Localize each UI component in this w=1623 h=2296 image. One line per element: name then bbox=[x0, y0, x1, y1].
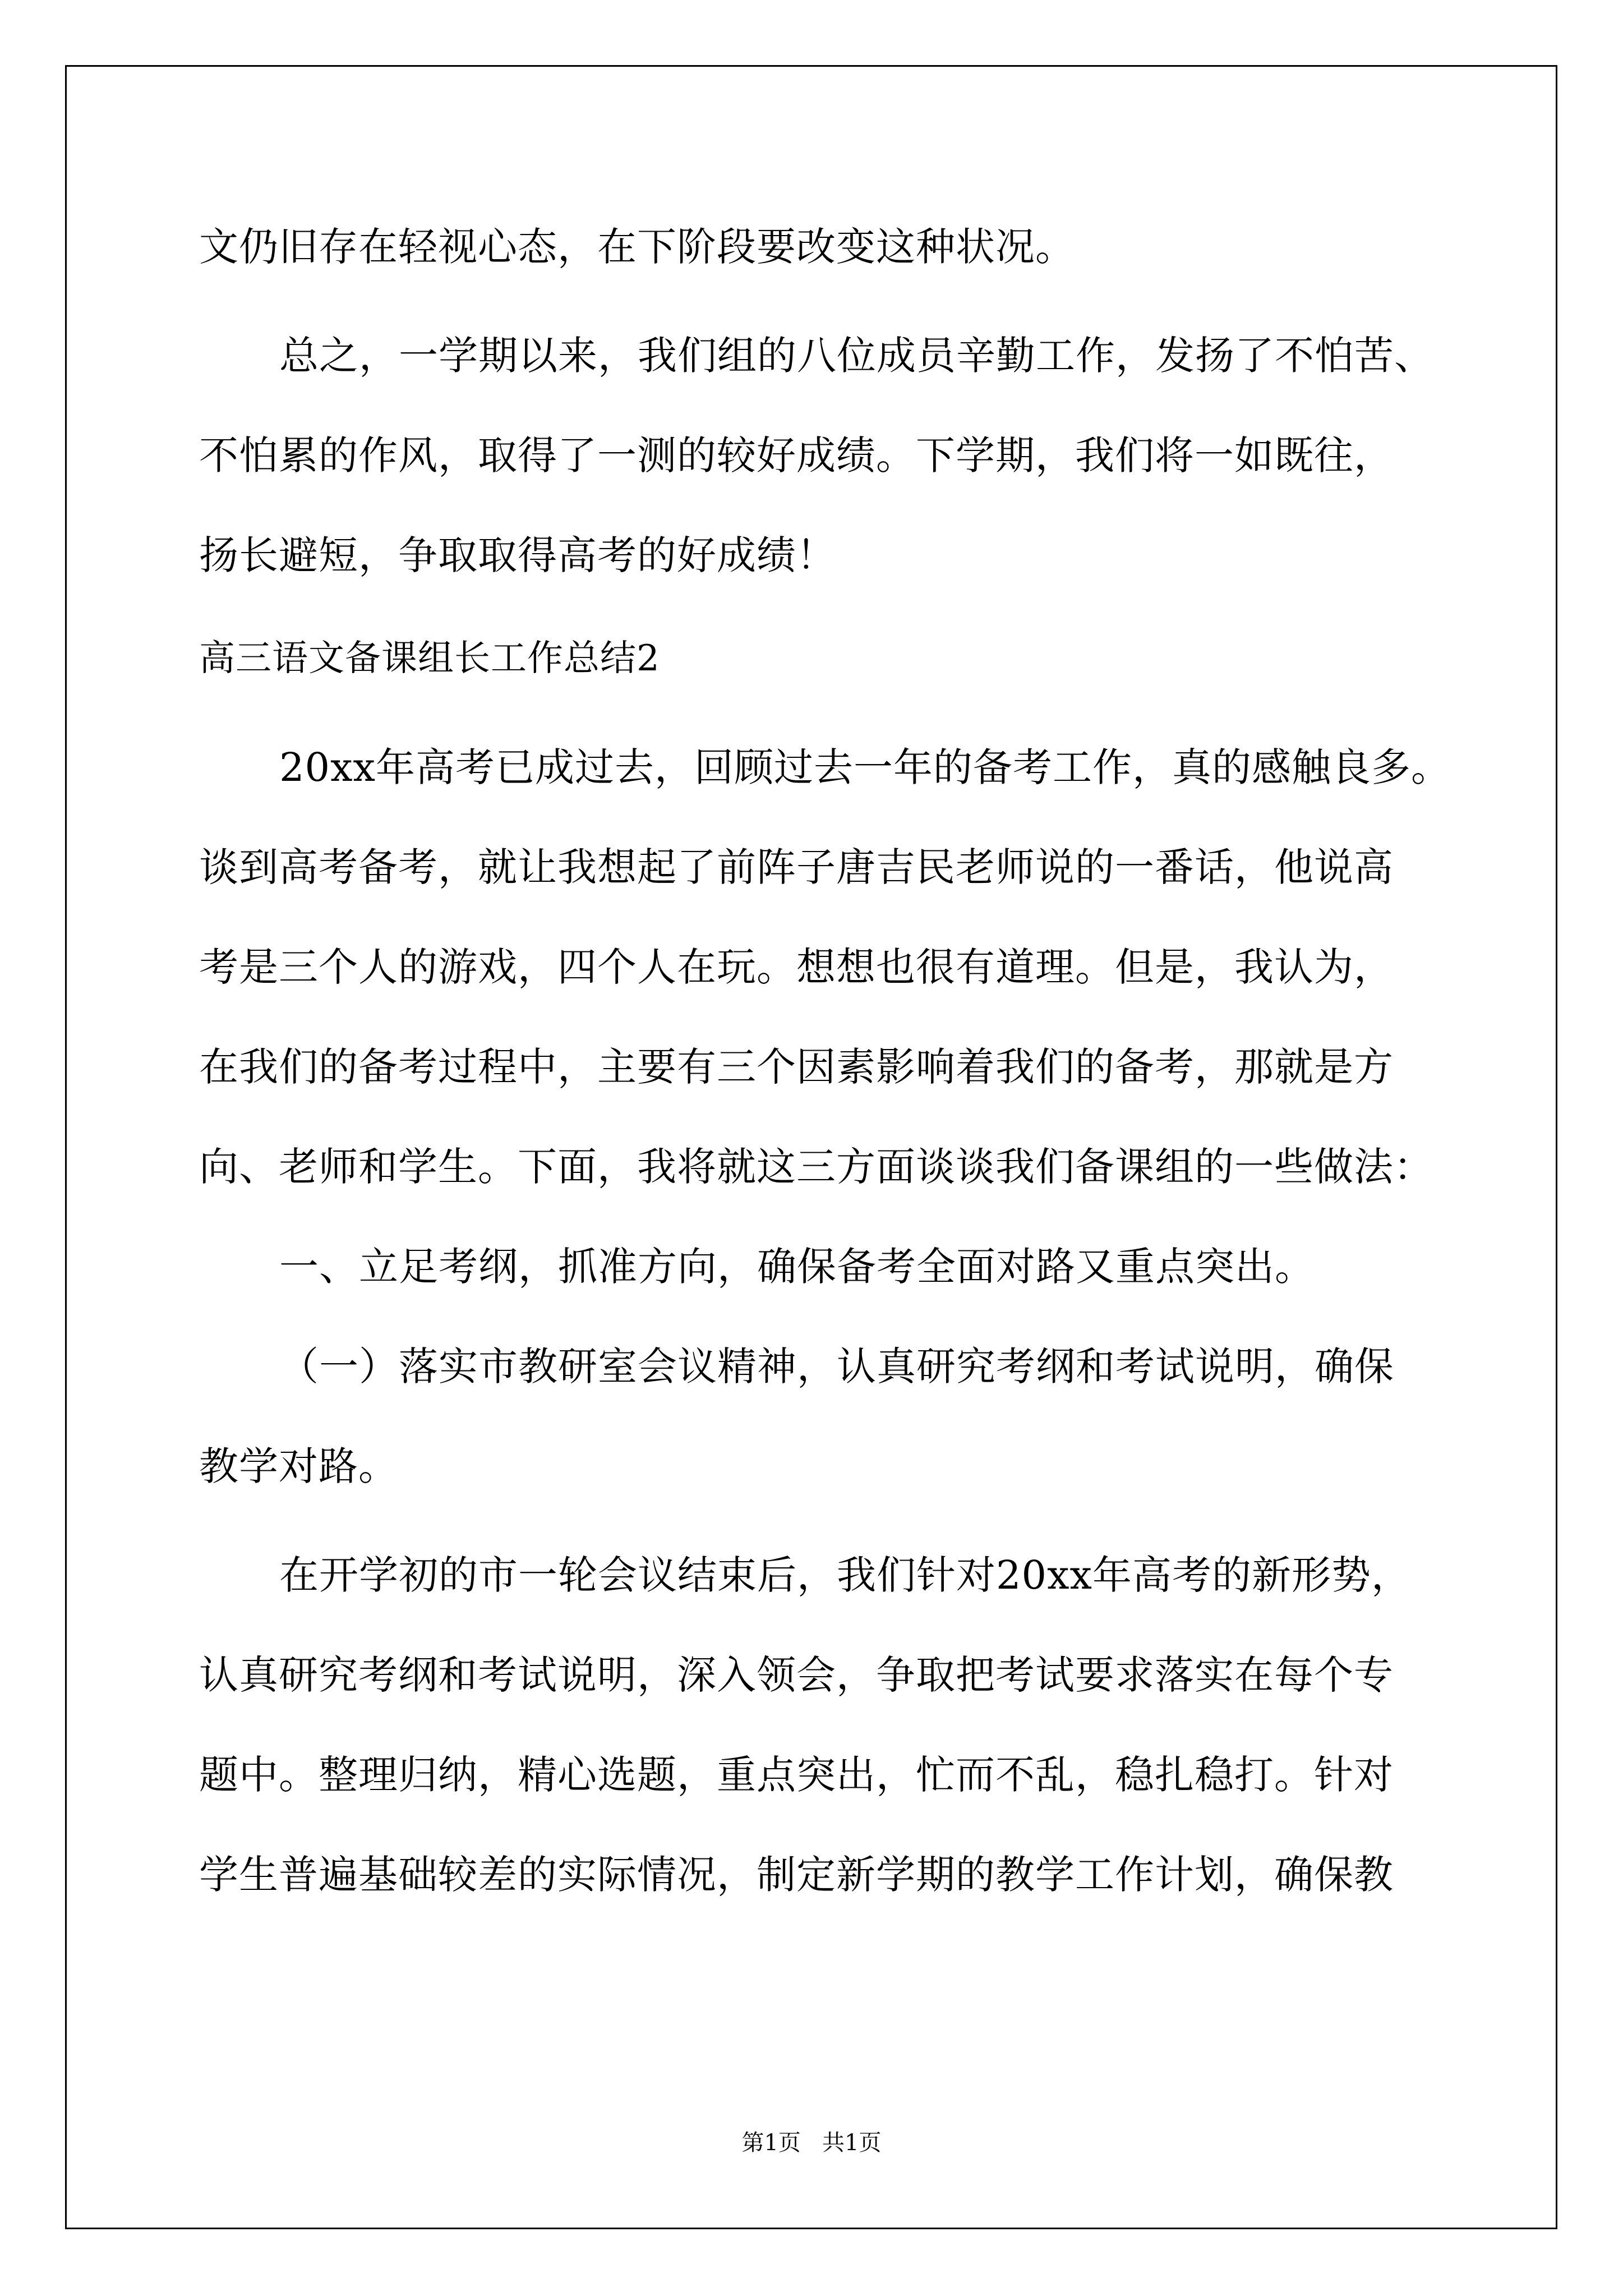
section-heading: 高三语文备课组长工作总结2 bbox=[199, 638, 660, 679]
paragraph-start: 在开学初的市一轮会议结束后，我们针对20xx年高考的新形势， bbox=[279, 1552, 1412, 1598]
text-line: 谈到高考备考，就让我想起了前阵子唐吉民老师说的一番话，他说高 bbox=[199, 844, 1394, 890]
text-line: 扬长避短，争取取得高考的好成绩！ bbox=[199, 532, 836, 578]
text-line: 题中。整理归纳，精心选题，重点突出，忙而不乱，稳扎稳打。针对 bbox=[199, 1752, 1394, 1798]
text-line: 不怕累的作风，取得了一测的较好成绩。下学期，我们将一如既往， bbox=[199, 432, 1394, 478]
subheading: 一、立足考纲，抓准方向，确保备考全面对路又重点突出。 bbox=[279, 1244, 1315, 1290]
subheading: （一）落实市教研室会议精神，认真研究考纲和考试说明，确保 bbox=[279, 1343, 1394, 1389]
text-line: 考是三个人的游戏，四个人在玩。想想也很有道理。但是，我认为， bbox=[199, 944, 1394, 990]
text-line: 认真研究考纲和考试说明，深入领会，争取把考试要求落实在每个专 bbox=[199, 1652, 1394, 1698]
page-footer: 第1页 共1页 bbox=[741, 2130, 882, 2156]
text-line: 学生普遍基础较差的实际情况，制定新学期的教学工作计划，确保教 bbox=[199, 1852, 1394, 1898]
text-line: 在我们的备考过程中，主要有三个因素影响着我们的备考，那就是方 bbox=[199, 1044, 1394, 1090]
paragraph-start: 总之，一学期以来，我们组的八位成员辛勤工作，发扬了不怕苦、 bbox=[279, 333, 1434, 379]
text-line: 教学对路。 bbox=[199, 1443, 398, 1489]
text-line: 向、老师和学生。下面，我将就这三方面谈谈我们备课组的一些做法： bbox=[199, 1144, 1433, 1190]
text-line: 文仍旧存在轻视心态，在下阶段要改变这种状况。 bbox=[199, 224, 1075, 270]
paragraph-start: 20xx年高考已成过去，回顾过去一年的备考工作，真的感触良多。 bbox=[279, 744, 1451, 790]
